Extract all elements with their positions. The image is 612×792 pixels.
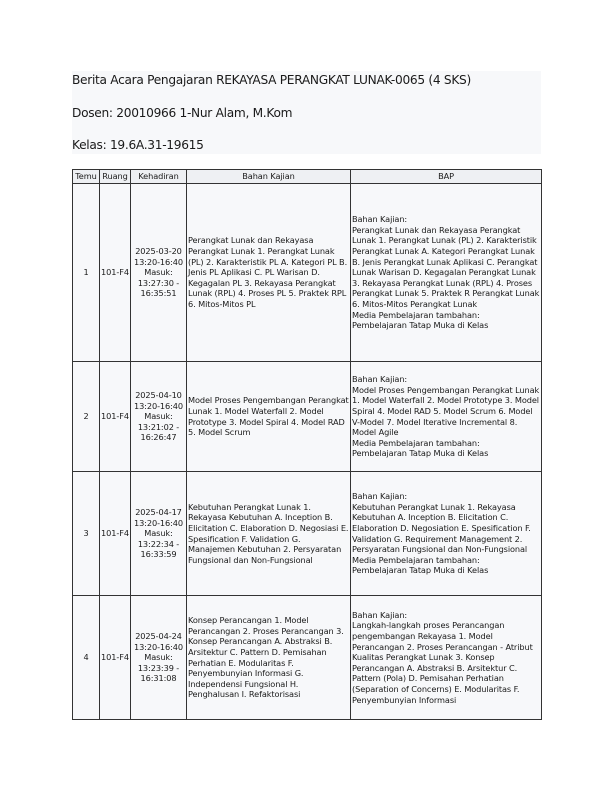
document-title: Berita Acara Pengajaran REKAYASA PERANGKAT LUNAK-0065 (4 SKS): [72, 73, 471, 87]
cell-kehadiran: 2025-03-20 13:20-16:40 Masuk: 13:27:30 - 16:35:51: [131, 184, 187, 362]
cell-ruang: 101-F4: [100, 596, 131, 720]
bap-label: Bahan Kajian:: [352, 213, 408, 224]
table-row: [73, 472, 542, 596]
cell-kehadiran: 2025-04-17 13:20-16:40 Masuk: 13:22:34 - 16:33:59: [131, 472, 187, 596]
cell-bap: [351, 596, 542, 720]
table-row: [73, 184, 542, 362]
bap-label: Bahan Kajian:: [352, 373, 408, 384]
media-label: Media Pembelajaran tambahan:: [352, 437, 480, 448]
cell-temu: 2: [73, 362, 100, 472]
media-text: Pembelajaran Tatap Muka di Kelas: [352, 320, 489, 331]
document-header: [72, 71, 541, 154]
class-line: Kelas: 19.6A.31-19615: [72, 138, 204, 152]
media-label: Media Pembelajaran tambahan:: [352, 554, 480, 565]
media-text: Pembelajaran Tatap Muka di Kelas: [352, 565, 489, 576]
cell-bap: [351, 472, 542, 596]
bap-text: Langkah-langkah proses Perancangan pengembangan Rekayasa 1. Model Perancangan 2. Proses Perancangan - Atribut Kualitas Perangkat Lunak 3. Konsep Perancangan A. Abstraksi B. Arsitektur C. Pattern (Pola) D. Pemisahan Perhatian (Separation of Concerns) E. Modularitas F. Penyembunyian Informasi: [352, 620, 533, 705]
bap-text: Model Proses Pengembangan Perangkat Lunak 1. Model Waterfall 2. Model Prototype 3. Model Spiral 4. Model RAD 5. Model Scrum 6. Model V-Model 7. Model Iterative Incremental 8. Model Agile: [352, 384, 540, 438]
cell-ruang: 101-F4: [100, 184, 131, 362]
cell-bap: [351, 184, 542, 362]
cell-bahan-kajian: Model Proses Pengembangan Perangkat Lunak 1. Model Waterfall 2. Model Prototype 3. Model Spiral 4. Model RAD 5. Model Scrum: [187, 362, 351, 472]
media-text: Pembelajaran Tatap Muka di Kelas: [352, 448, 489, 459]
cell-temu: 1: [73, 184, 100, 362]
table-header-row: [73, 170, 542, 184]
column-header-kehadiran: Kehadiran: [131, 170, 187, 184]
cell-ruang: 101-F4: [100, 362, 131, 472]
cell-kehadiran: 2025-04-10 13:20-16:40 Masuk: 13:21:02 - 16:26:47: [131, 362, 187, 472]
bap-text: Kebutuhan Perangkat Lunak 1. Rekayasa Kebutuhan A. Inception B. Elicitation C. Elaboration D. Negosiation E. Spesification F. Validation G. Requirement Management 2. Persyaratan Fungsional dan Non-Fungsional: [352, 501, 531, 555]
cell-ruang: 101-F4: [100, 472, 131, 596]
teaching-record-table: [72, 169, 542, 720]
cell-temu: 3: [73, 472, 100, 596]
cell-bahan-kajian: Perangkat Lunak dan Rekayasa Perangkat Lunak 1. Perangkat Lunak (PL) 2. Karakteristik PL A. Kategori PL B. Jenis PL Aplikasi C. PL Warisan D. Kegagalan PL 3. Rekayasa Perangkat Lunak (RPL) 4. Proses PL 5. Praktek RPL 6. Mitos-Mitos PL: [187, 184, 351, 362]
cell-kehadiran: 2025-04-24 13:20-16:40 Masuk: 13:23:39 - 16:31:08: [131, 596, 187, 720]
column-header-bahan-kajian: Bahan Kajian: [187, 170, 351, 184]
media-label: Media Pembelajaran tambahan:: [352, 309, 480, 320]
table-row: [73, 596, 542, 720]
lecturer-line: Dosen: 20010966 1-Nur Alam, M.Kom: [72, 106, 293, 120]
column-header-temu: Temu: [73, 170, 100, 184]
cell-bahan-kajian: Konsep Perancangan 1. Model Perancangan 2. Proses Perancangan 3. Konsep Perancangan A. Abstraksi B. Arsitektur C. Pattern D. Pemisahan Perhatian E. Modularitas F. Penyembunyian Informasi G. Independensi Fungsional H. Penghalusan I. Refaktorisasi: [187, 596, 351, 720]
bap-text: Perangkat Lunak dan Rekayasa Perangkat Lunak 1. Perangkat Lunak (PL) 2. Karakteristik Perangkat Lunak A. Kategori Perangkat Lunak B. Jenis Perangkat Lunak Aplikasi C. Perangkat Lunak Warisan D. Kegagalan Perangkat Lunak 3. Rekayasa Perangkat Lunak (RPL) 4. Proses Perangkat Lunak 5. Praktek R Perangkat Lunak 6. Mitos-Mitos Perangkat Lunak: [352, 224, 540, 310]
cell-bahan-kajian: Kebutuhan Perangkat Lunak 1. Rekayasa Kebutuhan A. Inception B. Elicitation C. Elaboration D. Negosiasi E. Spesification F. Validation G. Manajemen Kebutuhan 2. Persyaratan Fungsional dan Non-Fungsional: [187, 472, 351, 596]
column-header-ruang: Ruang: [100, 170, 131, 184]
bap-label: Bahan Kajian:: [352, 490, 408, 501]
table-row: [73, 362, 542, 472]
cell-bap: [351, 362, 542, 472]
cell-temu: 4: [73, 596, 100, 720]
column-header-bap: BAP: [351, 170, 542, 184]
bap-label: Bahan Kajian:: [352, 609, 408, 620]
